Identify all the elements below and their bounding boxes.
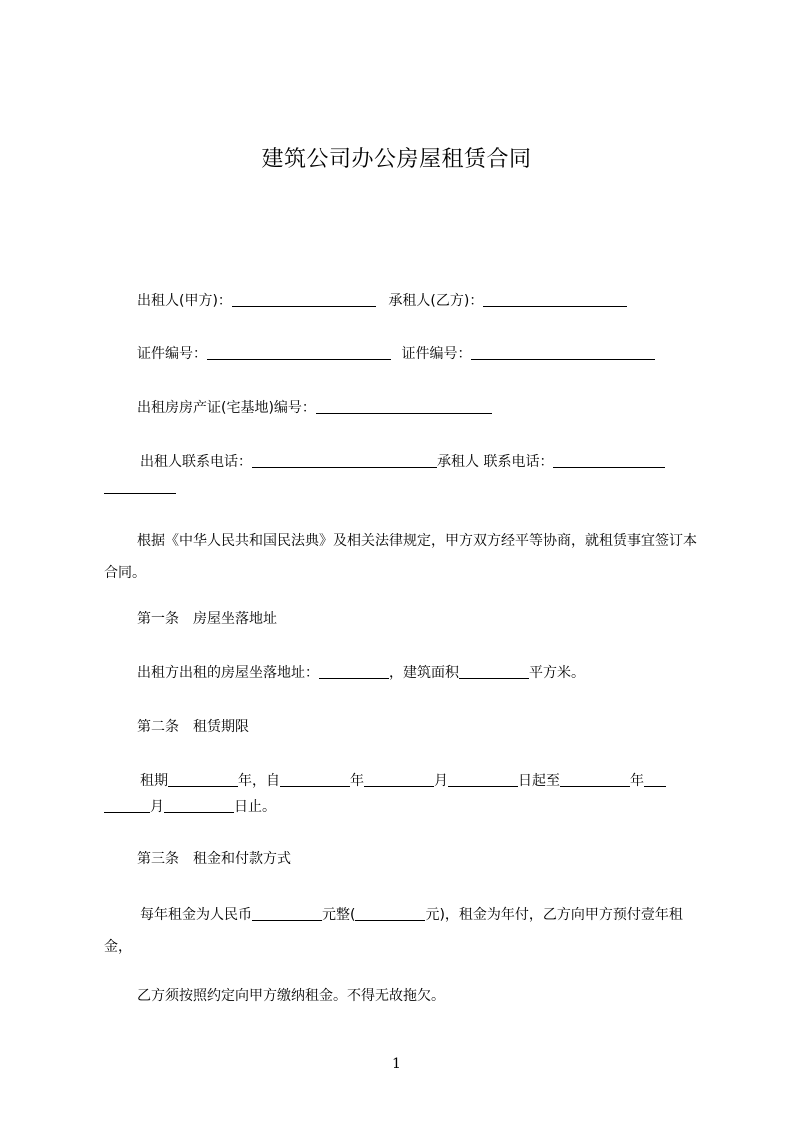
lessor-label: 出租人(甲方)： <box>137 293 232 309</box>
property-cert-blank[interactable] <box>316 397 492 414</box>
page-number: 1 <box>392 1056 401 1072</box>
rent-amount-blank[interactable] <box>252 904 322 921</box>
article3-payment-paragraph: 乙方须按照约定向甲方缴纳租金。不得无故拖欠。 <box>137 988 445 1004</box>
lessor-blank[interactable] <box>232 290 376 307</box>
start-year-label: 年 <box>350 773 364 789</box>
rent-unit-label: 元整( <box>322 907 356 923</box>
document-title: 建筑公司办公房屋租赁合同 <box>261 147 532 172</box>
end-month-blank[interactable] <box>644 770 666 787</box>
term-label: 租期 <box>140 773 168 789</box>
end-day-label: 日止。 <box>234 799 276 815</box>
lessee-phone-label: 承租人 联系电话： <box>437 454 554 470</box>
end-month-label: 月 <box>150 799 164 815</box>
article2-body <box>140 768 702 794</box>
id-blank-b[interactable] <box>471 343 655 360</box>
start-month-blank[interactable] <box>364 770 434 787</box>
article2-heading: 第二条 租赁期限 <box>137 719 249 735</box>
article3-rent-paragraph <box>104 899 701 963</box>
article1-body <box>137 660 737 686</box>
phone-row <box>140 449 702 475</box>
end-month-blank-cont[interactable] <box>104 796 150 813</box>
preamble-paragraph: 根据《中华人民共和国民法典》及相关法律规定，甲方双方经平等协商，就租赁事宜签订本合同。 <box>104 533 697 581</box>
lessee-blank[interactable] <box>483 290 627 307</box>
area-blank[interactable] <box>459 662 529 679</box>
address-blank[interactable] <box>319 662 389 679</box>
article1-area-label: ，建筑面积 <box>389 665 459 681</box>
lessee-phone-blank-cont[interactable] <box>104 477 176 494</box>
property-cert-label: 出租房房产证(宅基地)编号： <box>137 400 316 416</box>
article2-body-continued <box>104 794 704 820</box>
id-blank-a[interactable] <box>207 343 391 360</box>
term-from-label: 年，自 <box>238 773 280 789</box>
phone-row-continued <box>104 475 704 501</box>
end-day-blank[interactable] <box>164 796 234 813</box>
id-label-a: 证件编号： <box>137 346 207 362</box>
start-month-label: 月 <box>434 773 448 789</box>
lessor-phone-label: 出租人联系电话： <box>140 454 252 470</box>
lessee-label: 承租人(乙方)： <box>388 293 484 309</box>
article1-address-label: 出租方出租的房屋坐落地址： <box>137 665 319 681</box>
property-cert-row <box>137 395 737 421</box>
rent-uppercase-blank[interactable] <box>355 904 425 921</box>
term-years-blank[interactable] <box>168 770 238 787</box>
article3-heading: 第三条 租金和付款方式 <box>137 851 291 867</box>
lessor-phone-blank[interactable] <box>252 451 437 468</box>
parties-row <box>137 288 737 314</box>
rent-label: 每年租金为人民币 <box>140 907 252 923</box>
id-row <box>137 341 737 367</box>
article1-heading: 第一条 房屋坐落地址 <box>137 611 277 627</box>
id-label-b: 证件编号： <box>401 346 472 362</box>
lessee-phone-blank[interactable] <box>553 451 665 468</box>
start-year-blank[interactable] <box>280 770 350 787</box>
article1-unit: 平方米。 <box>529 665 585 681</box>
start-day-label: 日起至 <box>518 773 560 789</box>
rent-terms-text: 元)，租金为年付，乙方向甲方预付壹年租金， <box>104 907 683 955</box>
start-day-blank[interactable] <box>448 770 518 787</box>
end-year-blank[interactable] <box>560 770 630 787</box>
end-year-label: 年 <box>630 773 644 789</box>
